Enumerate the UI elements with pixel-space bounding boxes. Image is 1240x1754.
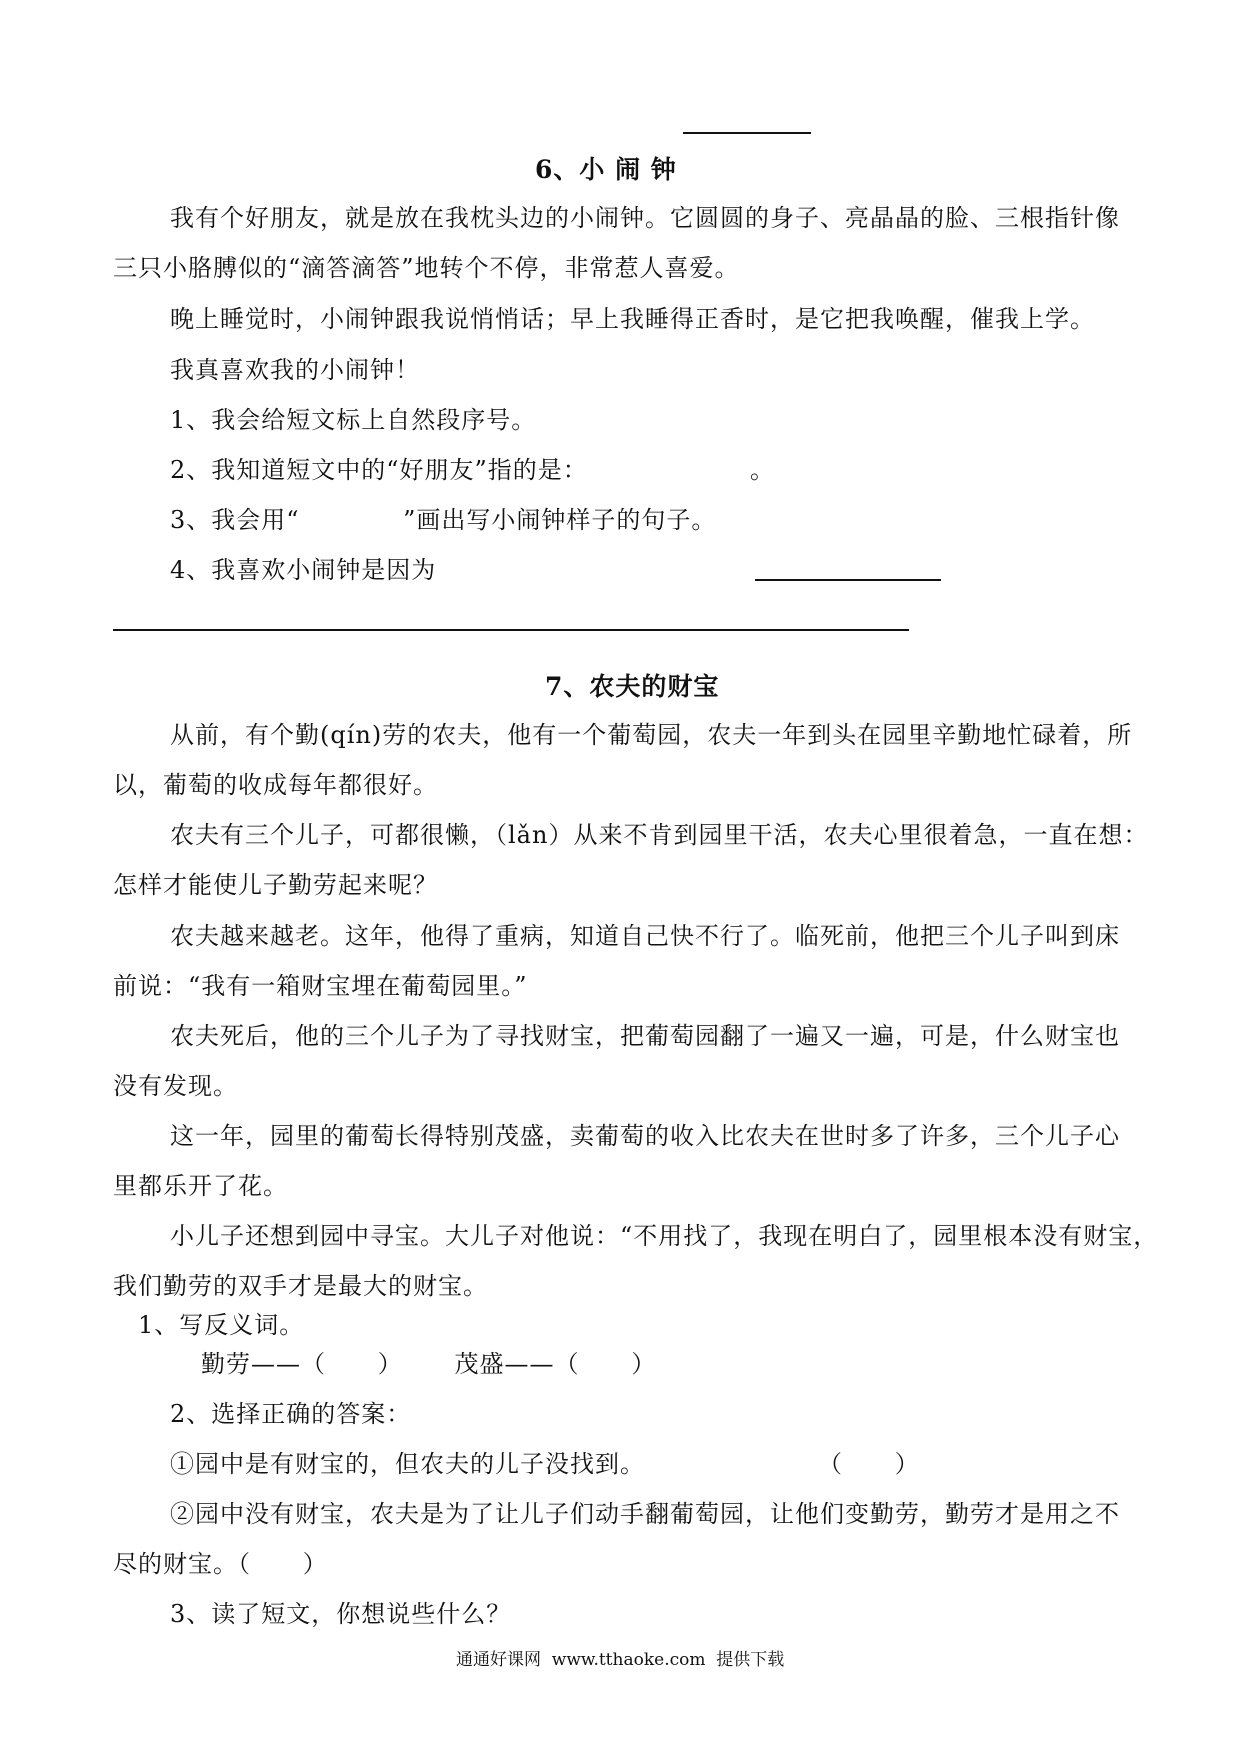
s7-paragraph-3-line-2: 前说：“我有一箱财宝埋在葡萄园里。”: [113, 972, 528, 1000]
footer-credit: 通通好课网 www.tthaoke.com 提供下载: [456, 1650, 785, 1670]
s7-paragraph-6-line-1: 小儿子还想到园中寻宝。大儿子对他说：“不用找了，我现在明白了，园里根本没有财宝，: [170, 1222, 1159, 1250]
s7-paragraph-5-line-1: 这一年，园里的葡萄长得特别茂盛，卖葡萄的收入比农夫在世时多了许多，三个儿子心: [170, 1122, 1120, 1150]
s7-paragraph-4-line-2: 没有发现。: [113, 1072, 238, 1100]
s6-paragraph-1-line-2: 三只小胳膊似的“滴答滴答”地转个不停，非常惹人喜爱。: [113, 254, 740, 282]
s7-paragraph-1-line-2: 以，葡萄的收成每年都很好。: [113, 771, 438, 799]
s6-answer-line-short: [755, 579, 941, 581]
s7-paragraph-2-line-1: 农夫有三个儿子，可都很懒，（lǎn）从来不肯到园里干活，农夫心里很着急，一直在想：: [170, 821, 1149, 849]
section-6-title: 6、小 闹 钟: [535, 155, 677, 184]
s6-question-2-period: 。: [750, 456, 775, 484]
s7-question-2: 2、选择正确的答案：: [170, 1400, 412, 1428]
s6-paragraph-2: 晚上睡觉时，小闹钟跟我说悄悄话；早上我睡得正香时，是它把我唤醒，催我上学。: [170, 305, 1095, 333]
s7-paragraph-3-line-1: 农夫越来越老。这年，他得了重病，知道自己快不行了。临死前，他把三个儿子叫到床: [170, 922, 1120, 950]
section-7-title: 7、农夫的财宝: [545, 672, 720, 701]
s6-answer-line-long: [113, 629, 909, 631]
s7-paragraph-6-line-2: 我们勤劳的双手才是最大的财宝。: [113, 1272, 488, 1300]
s7-paragraph-2-line-2: 怎样才能使儿子勤劳起来呢？: [113, 871, 438, 899]
s7-question-2-option-1-paren: （ ）: [818, 1450, 920, 1478]
s7-question-3: 3、读了短文，你想说些什么？: [170, 1600, 512, 1628]
s6-question-4: 4、我喜欢小闹钟是因为: [170, 556, 437, 584]
s6-question-2: 2、我知道短文中的“好朋友”指的是：: [170, 456, 588, 484]
s7-question-2-option-1: ①园中是有财宝的，但农夫的儿子没找到。: [170, 1450, 645, 1478]
s7-question-2-option-2-line-2: 尽的财宝。（ ）: [113, 1550, 328, 1578]
s6-question-1: 1、我会给短文标上自然段序号。: [170, 406, 537, 434]
s7-question-1: 1、写反义词。: [138, 1311, 305, 1339]
s6-question-3: 3、我会用“ ”画出写小闹钟样子的句子。: [170, 506, 717, 534]
s6-paragraph-3: 我真喜欢我的小闹钟！: [170, 356, 420, 384]
s7-paragraph-4-line-1: 农夫死后，他的三个儿子为了寻找财宝，把葡萄园翻了一遍又一遍，可是，什么财宝也: [170, 1022, 1120, 1050]
top-rule: [683, 132, 811, 134]
s7-paragraph-1-line-1: 从前，有个勤(qín)劳的农夫，他有一个葡萄园，农夫一年到头在园里辛勤地忙碌着，所: [170, 721, 1133, 749]
s7-question-1-antonyms: 勤劳——（ ） 茂盛——（ ）: [201, 1350, 657, 1378]
s7-paragraph-5-line-2: 里都乐开了花。: [113, 1172, 288, 1200]
s7-question-2-option-2-line-1: ②园中没有财宝，农夫是为了让儿子们动手翻葡萄园，让他们变勤劳，勤劳才是用之不: [170, 1500, 1120, 1528]
s6-paragraph-1-line-1: 我有个好朋友，就是放在我枕头边的小闹钟。它圆圆的身子、亮晶晶的脸、三根指针像: [170, 204, 1120, 232]
